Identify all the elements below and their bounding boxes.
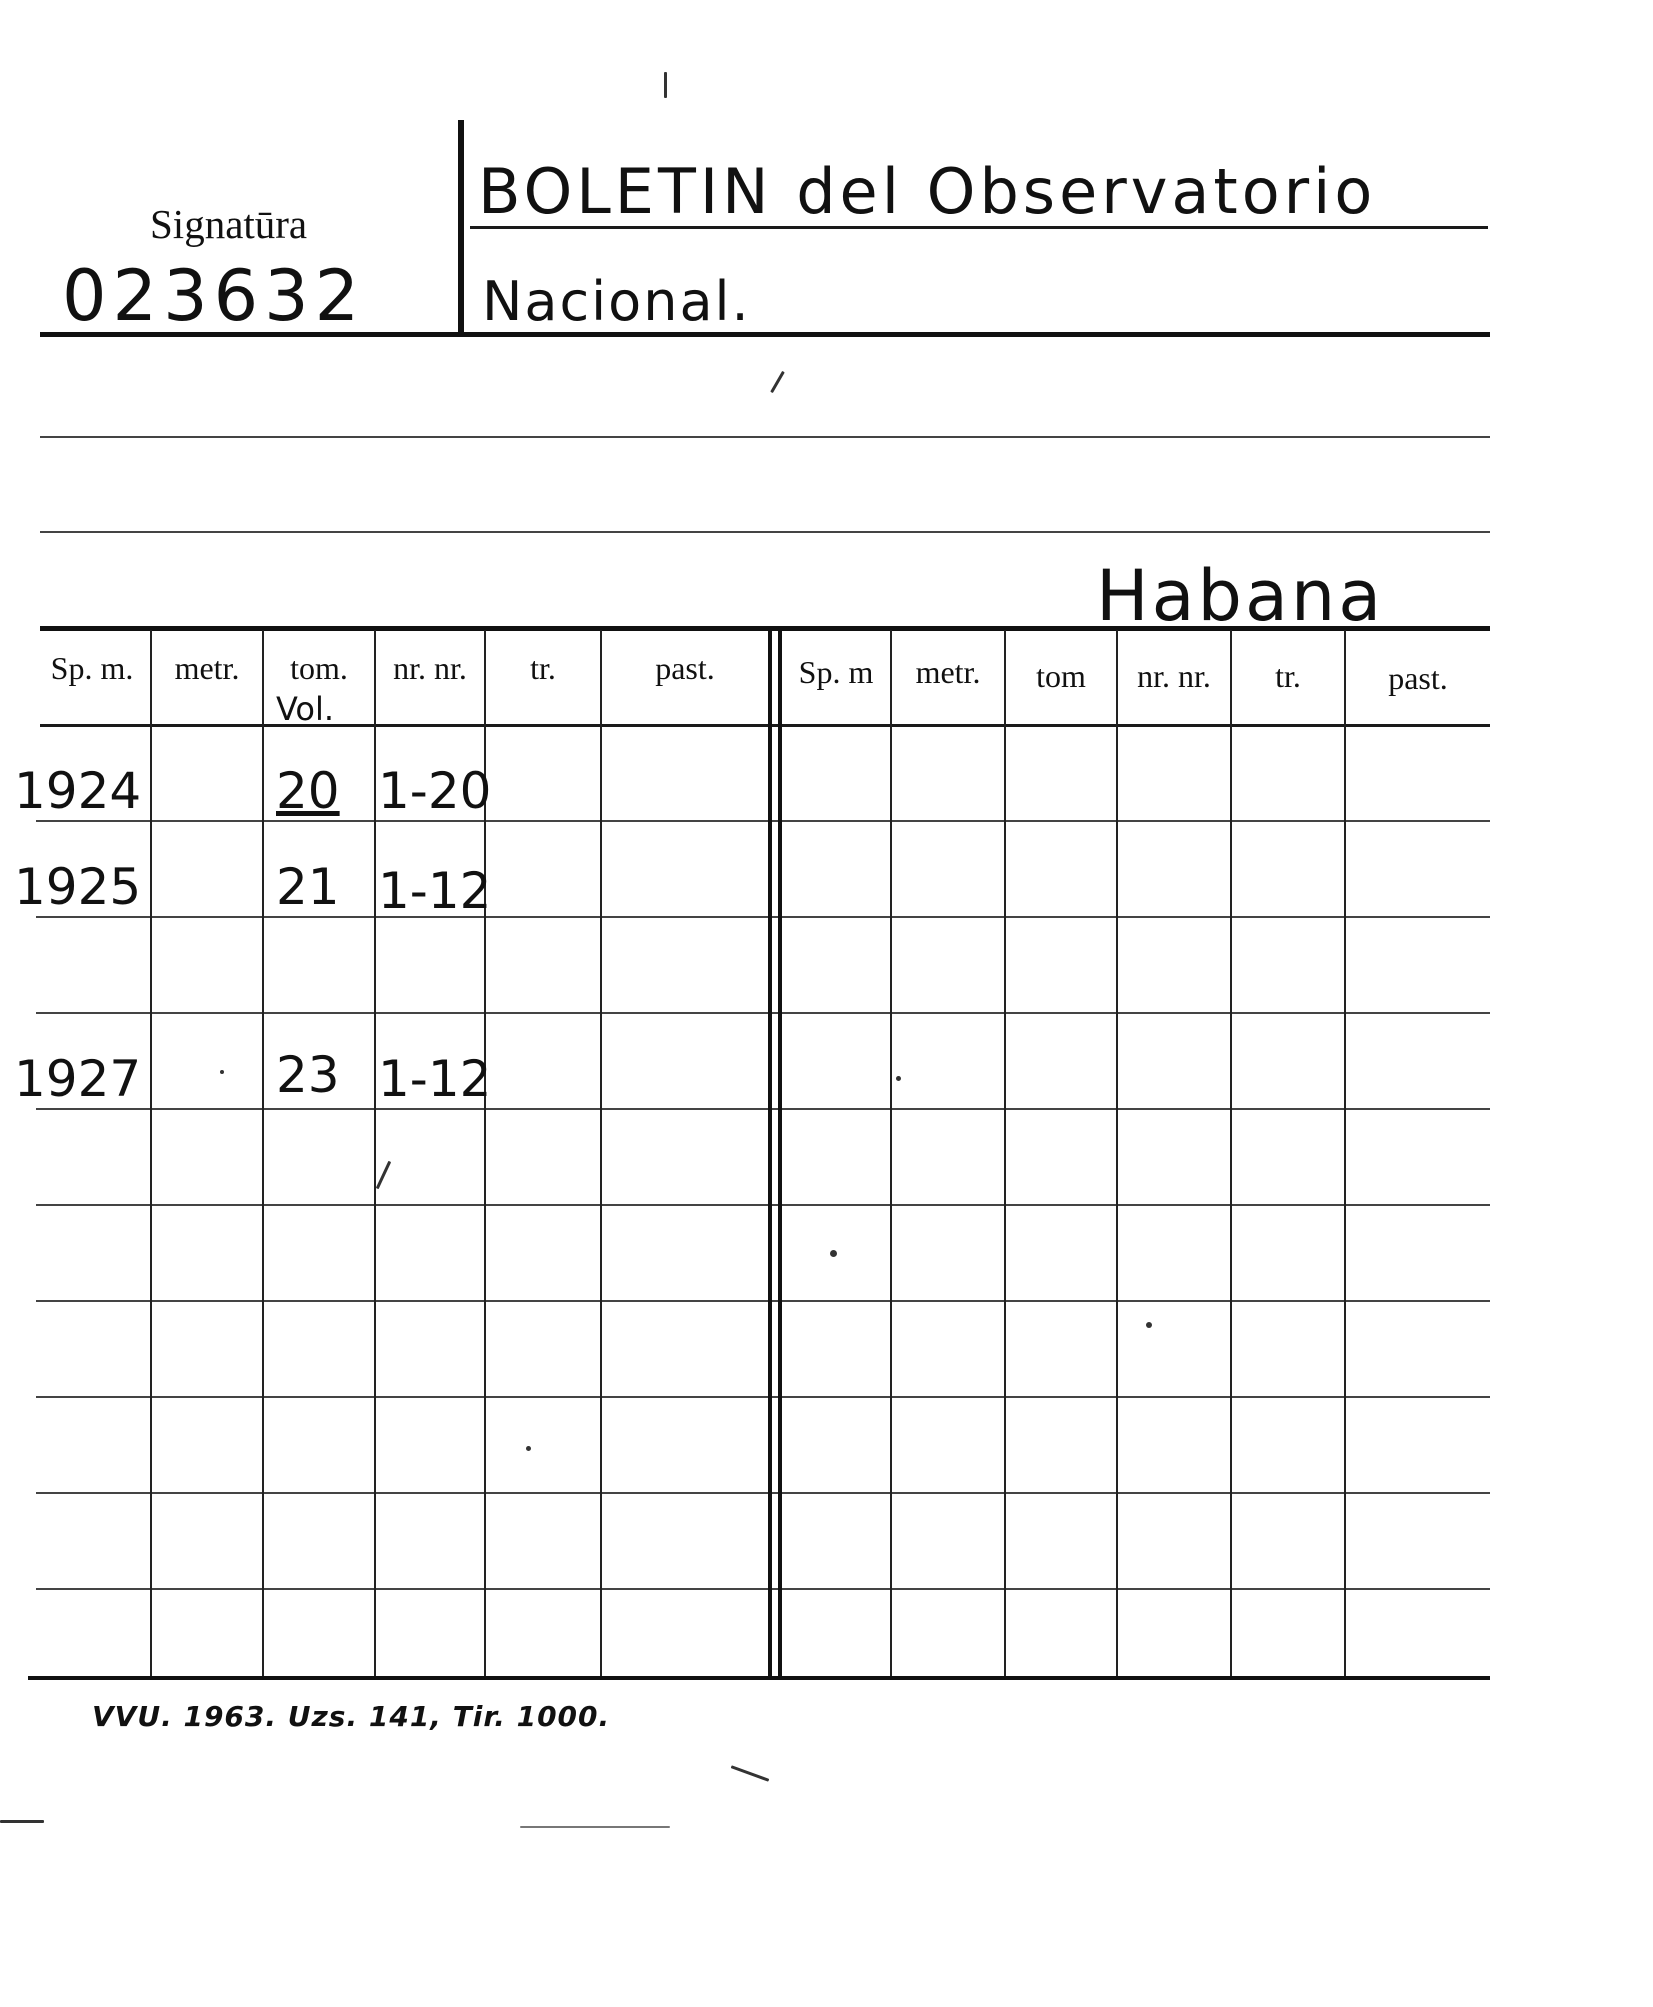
col-line <box>890 630 892 1676</box>
row-1925-volume: 21 <box>276 858 340 916</box>
table-top-rule <box>40 626 1490 631</box>
row-1927-numbers: 1-12 <box>378 1050 492 1108</box>
title-line-2: Nacional. <box>482 270 751 333</box>
row-line <box>36 1204 1490 1206</box>
header-tr-right: tr. <box>1275 658 1301 694</box>
row-line <box>36 1012 1490 1014</box>
row-line <box>36 820 1490 822</box>
row-1925-numbers: 1-12 <box>378 862 492 920</box>
col-line <box>600 630 602 1676</box>
row-1925-year: 1925 <box>14 858 142 916</box>
signature-number: 023632 <box>62 255 366 337</box>
header-tom-left: tom. <box>290 650 348 686</box>
col-line <box>1116 630 1118 1676</box>
row-line <box>36 916 1490 918</box>
row-line <box>36 1396 1490 1398</box>
col-line <box>262 630 264 1676</box>
header-metr-right: metr. <box>915 654 981 690</box>
scan-speck <box>1146 1322 1152 1328</box>
header-metr-left: metr. <box>174 650 240 686</box>
scan-speck <box>220 1070 224 1074</box>
header-vol-subheader: Vol. <box>276 690 335 728</box>
header-past-left: past. <box>655 650 715 686</box>
place-name: Habana <box>1096 555 1385 637</box>
signature-label: Signatūra <box>150 201 308 247</box>
title-line-1: BOLETIN del Observatorio <box>478 155 1377 228</box>
print-footnote: VVU. 1963. Uzs. 141, Tir. 1000. <box>92 1700 611 1733</box>
row-1927-volume: 23 <box>276 1046 340 1104</box>
table-bottom-rule <box>28 1676 1490 1680</box>
center-divider-left <box>768 630 772 1680</box>
row-line <box>36 1492 1490 1494</box>
row-1924-year: 1924 <box>14 762 142 820</box>
scan-speck <box>896 1076 901 1081</box>
header-nr-left: nr. nr. <box>393 650 467 686</box>
row-1927-year: 1927 <box>14 1050 142 1108</box>
scan-mark <box>664 72 667 98</box>
col-line <box>150 630 152 1676</box>
center-divider-right <box>778 630 782 1680</box>
header-sp-m-left: Sp. m. <box>50 650 134 686</box>
row-1924-volume: 20 <box>276 762 340 820</box>
col-line <box>1230 630 1232 1676</box>
col-line <box>1344 630 1346 1676</box>
col-line <box>374 630 376 1676</box>
row-line <box>36 1108 1490 1110</box>
table-header-rule <box>40 724 1490 727</box>
scan-mark <box>0 1820 44 1823</box>
row-line <box>36 1300 1490 1302</box>
header-sp-m-right: Sp. m <box>798 654 874 690</box>
scan-speck <box>830 1250 837 1257</box>
scan-mark <box>520 1826 670 1828</box>
row-line <box>36 1588 1490 1590</box>
row-1924-numbers: 1-20 <box>378 762 492 820</box>
header-tom-right: tom <box>1036 658 1086 694</box>
header-past-right: past. <box>1388 660 1448 696</box>
scan-speck <box>526 1446 531 1451</box>
col-line <box>1004 630 1006 1676</box>
header-nr-right: nr. nr. <box>1137 658 1211 694</box>
header-tr-left: tr. <box>530 650 556 686</box>
